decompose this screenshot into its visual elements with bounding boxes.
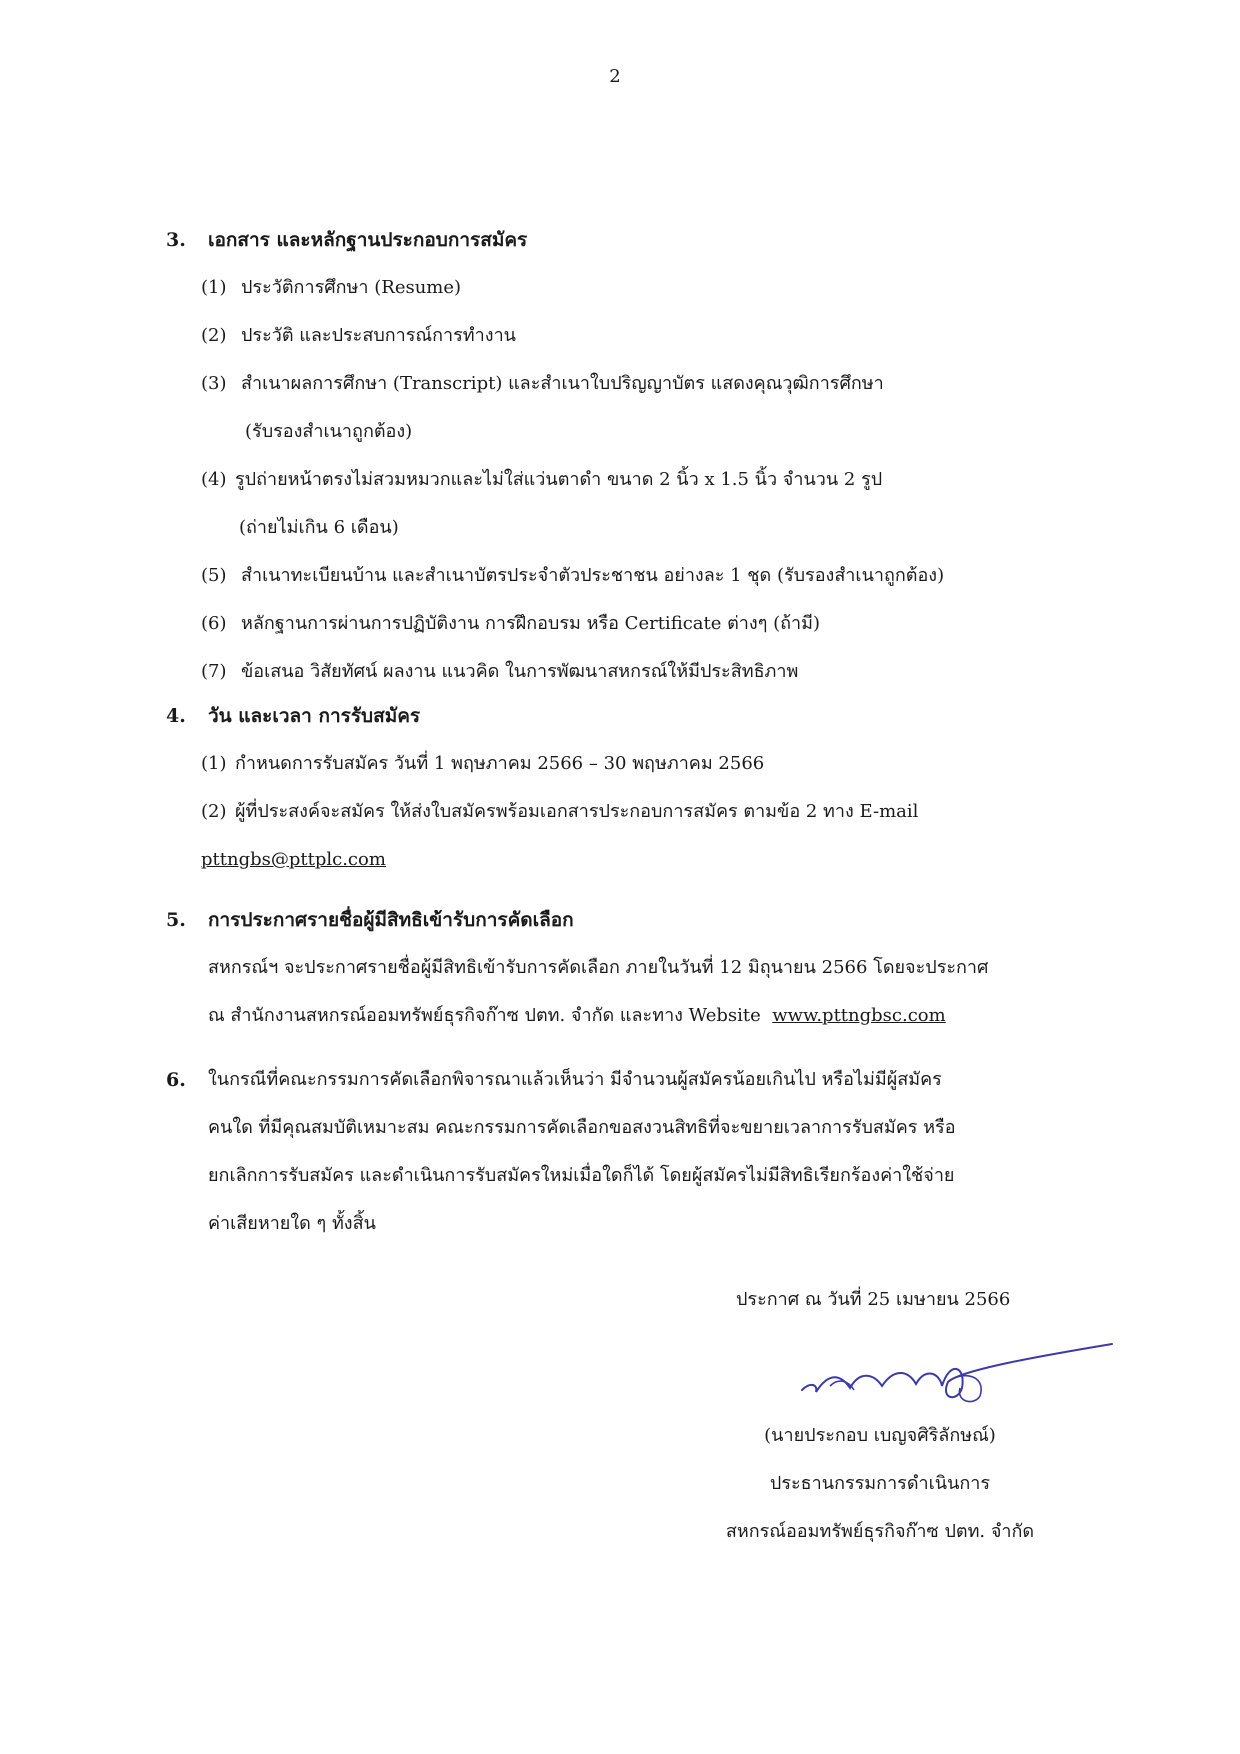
section-header (166, 1056, 1126, 1104)
email-link[interactable]: pttngbs@pttplc.com (201, 849, 386, 870)
item-text: ประวัติ และประสบการณ์การทำงาน (241, 325, 516, 346)
item-text: หลักฐานการผ่านการปฏิบัติงาน การฝึกอบรม หรือ Certificate ต่างๆ (ถ้ามี) (241, 613, 821, 634)
paragraph-line: ในกรณีที่คณะกรรมการคัดเลือกพิจารณาแล้วเห็นว่า มีจำนวนผู้สมัครน้อยเกินไป หรือไม่มีผู้สมัคร (208, 1069, 942, 1090)
section-number: 4. (166, 705, 186, 727)
item-text: รูปถ่ายหน้าตรงไม่สวมหมวกและไม่ใส่แว่นตาดำ ขนาด 2 นิ้ว x 1.5 นิ้ว จำนวน 2 รูป (235, 469, 883, 490)
item-text: ประวัติการศึกษา (Resume) (241, 277, 462, 298)
signature-image (790, 1340, 1120, 1410)
list-item (166, 312, 1126, 360)
list-item (166, 740, 1126, 788)
item-continuation: (รับรองสำเนาถูกต้อง) (245, 421, 413, 442)
list-item (166, 264, 1126, 312)
list-item (166, 456, 1126, 504)
item-number: (6) (201, 613, 227, 634)
paragraph-line: ยกเลิกการรับสมัคร และดำเนินการรับสมัครใหม่เมื่อใดก็ได้ โดยผู้สมัครไม่มีสิทธิเรียกร้องค่าใช้จ่าย (208, 1165, 955, 1186)
signer-position: ประธานกรรมการดำเนินการ (769, 1473, 991, 1494)
item-number: (5) (201, 565, 227, 586)
section-number: 6. (166, 1069, 186, 1091)
item-number: (1) (201, 277, 227, 298)
list-item (166, 648, 1126, 696)
paragraph-line: สหกรณ์ฯ จะประกาศรายชื่อผู้มีสิทธิเข้ารับการคัดเลือก ภายในวันที่ 12 มิถุนายน 2566 โดยจะประกาศ (208, 957, 989, 978)
section-title: เอกสาร และหลักฐานประกอบการสมัคร (208, 229, 528, 251)
section-paragraph (166, 1104, 1126, 1248)
item-number: (4) (201, 469, 227, 490)
section-header (166, 692, 1126, 740)
section-4-application-dates (166, 692, 1126, 884)
item-continuation: (ถ่ายไม่เกิน 6 เดือน) (239, 517, 399, 538)
item-text: สำเนาทะเบียนบ้าน และสำเนาบัตรประจำตัวประชาชน อย่างละ 1 ชุด (รับรองสำเนาถูกต้อง) (241, 565, 945, 586)
list-item (166, 788, 1126, 836)
section-header (166, 216, 1126, 264)
website-link[interactable]: www.pttngbsc.com (772, 1005, 946, 1026)
paragraph-line: คนใด ที่มีคุณสมบัติเหมาะสม คณะกรรมการคัดเลือกขอสงวนสิทธิที่จะขยายเวลาการรับสมัคร หรือ (208, 1117, 956, 1138)
item-text: สำเนาผลการศึกษา (Transcript) และสำเนาใบปริญญาบัตร แสดงคุณวุฒิการศึกษา (241, 373, 884, 394)
list-item (166, 360, 1126, 408)
list-item (166, 552, 1126, 600)
section-title: การประกาศรายชื่อผู้มีสิทธิเข้ารับการคัดเลือก (208, 909, 574, 931)
item-number: (3) (201, 373, 227, 394)
item-number: (7) (201, 661, 227, 682)
signer-organization: สหกรณ์ออมทรัพย์ธุรกิจก๊าซ ปตท. จำกัด (725, 1521, 1035, 1542)
paragraph-line (208, 992, 1126, 1040)
section-5-announcement-of-candidates (166, 896, 1126, 1040)
section-3-documents (166, 216, 1126, 696)
item-text: ผู้ที่ประสงค์จะสมัคร ให้ส่งใบสมัครพร้อมเอกสารประกอบการสมัคร ตามข้อ 2 ทาง E-mail (235, 801, 919, 822)
signer-name: (นายประกอบ เบญจศิริลักษณ์) (764, 1425, 996, 1446)
section-6-selection-rights (166, 1056, 1126, 1248)
page-number: 2 (609, 66, 621, 87)
item-text: กำหนดการรับสมัคร วันที่ 1 พฤษภาคม 2566 – 30 พฤษภาคม 2566 (235, 753, 765, 774)
item-number: (2) (201, 801, 227, 822)
section-title: วัน และเวลา การรับสมัคร (208, 705, 421, 727)
list-item (166, 600, 1126, 648)
announcement-date: ประกาศ ณ วันที่ 25 เมษายน 2566 (736, 1289, 1011, 1310)
paragraph-text: ณ สำนักงานสหกรณ์ออมทรัพย์ธุรกิจก๊าซ ปตท. จำกัด และทาง Website (208, 1005, 761, 1026)
section-paragraph (166, 944, 1126, 1040)
item-number: (1) (201, 753, 227, 774)
item-text: ข้อเสนอ วิสัยทัศน์ ผลงาน แนวคิด ในการพัฒนาสหกรณ์ให้มีประสิทธิภาพ (241, 661, 799, 682)
section-header (166, 896, 1126, 944)
section-number: 3. (166, 229, 186, 251)
paragraph-line: ค่าเสียหายใด ๆ ทั้งสิ้น (208, 1213, 376, 1234)
item-number: (2) (201, 325, 227, 346)
section-number: 5. (166, 909, 186, 931)
